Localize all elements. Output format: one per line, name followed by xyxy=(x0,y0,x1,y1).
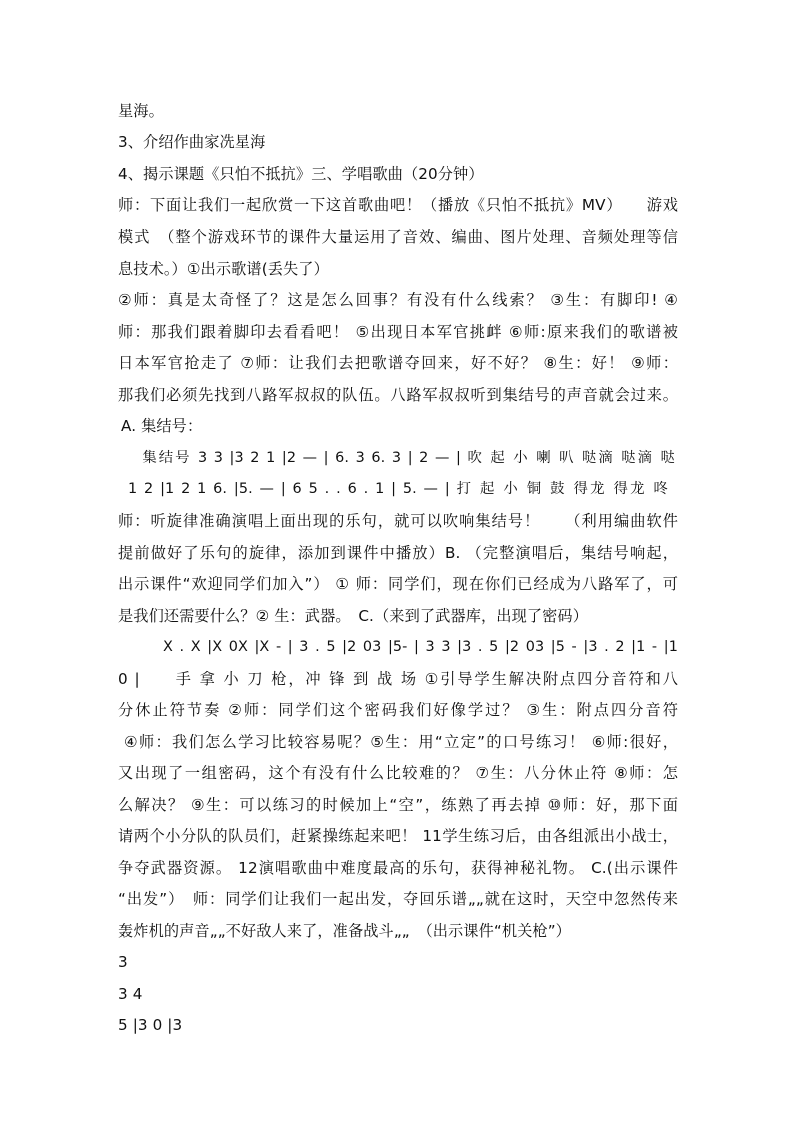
text-line-17: 分休止符节奏 ②师：同学们这个密码我们好像学过？ ③生：附点四分音符 xyxy=(118,701,678,719)
text-line-22: 争夺武器资源。 12演唱歌曲中难度最高的乐句，获得神秘礼物。 C.(出示课件 xyxy=(118,859,678,877)
text-line-19: 又出现了一组密码，这个有没有什么比较难的？ ⑦生：八分休止符 ⑧师：怎 xyxy=(118,764,678,782)
text-line-15: 是我们还需要什么？② 生：武器。 C.（来到了武器库，出现了密码） xyxy=(118,607,589,625)
text-line-20: 么解决？ ⑨生：可以练习的时候加上“空”，练熟了再去掉 ⑩师：好，那下面 xyxy=(118,796,678,814)
text-line-7: ②师：真是太奇怪了？这是怎么回事？有没有什么线索？ ③生：有脚印! ④ xyxy=(118,291,678,309)
text-line-18: ④师：我们怎么学习比较容易呢？⑤生：用“立定”的口号练习！ ⑥师:很好， xyxy=(124,733,678,751)
text-line-26: 3 4 xyxy=(118,985,143,1003)
text-line-24: 轰炸机的声音„„不好敌人来了，准备战斗„„ （出示课件“机关枪”） xyxy=(118,922,571,940)
text-line-10: 那我们必须先找到八路军叔叔的队伍。八路军叔叔听到集结号的声音就会过来。 xyxy=(118,386,678,404)
text-line-13: 提前做好了乐句的旋律，添加到课件中播放）B. （完整演唱后，集结号响起， xyxy=(118,544,678,562)
text-line-23: “出发”） 师：同学们让我们一起出发，夺回乐谱„„就在这时，天空中忽然传来 xyxy=(118,890,678,908)
text-line-9: 日本军官抢走了 ⑦师：让我们去把歌谱夺回来，好不好？ ⑧生：好！ ⑨师： xyxy=(118,354,678,372)
text-line-16: 0 | 手 拿 小 刀 枪，冲 锋 到 战 场 ①引导学生解决附点四分音符和八 xyxy=(118,670,678,688)
notation-line-2: 1 2 |1 2 1 6. |5. — | 6 5 . . 6 . 1 | 5. — | 打 起 小 铜 鼓 得龙 得龙 咚 xyxy=(128,481,669,497)
notation-line-3: X . X |X 0X |X - | 3 . 5 |2 03 |5- | 3 3 |3 . 5 |2 03 |5 - |3 . 2 |1 - |1 xyxy=(163,639,678,655)
text-line-14: 出示课件“欢迎同学们加入”） ① 师：同学们，现在你们已经成为八路军了，可 xyxy=(118,575,678,593)
text-line-1: 星海。 xyxy=(118,102,164,120)
text-line-3: 4、揭示课题《只怕不抵抗》三、学唱歌曲（20分钟） xyxy=(118,165,484,183)
text-line-6: 息技术。）①出示歌谱(丢失了） xyxy=(118,260,329,278)
text-line-8: 师：那我们跟着脚印去看看吧！ ⑤出现日本军官挑衅 ⑥师:原来我们的歌谱被 xyxy=(118,323,678,341)
text-line-11: A. 集结号： xyxy=(121,417,203,435)
text-line-27: 5 |3 0 |3 xyxy=(118,1016,183,1034)
notation-line-1: 集结号 3 3 |3 2 1 |2 — | 6. 3 6. 3 | 2 — | 吹 起 小 喇 叭 哒滴 哒滴 哒 xyxy=(126,450,675,466)
text-line-4: 师：下面让我们一起欣赏一下这首歌曲吧！（播放《只怕不抵抗》MV） 游戏 xyxy=(118,196,678,214)
text-line-25: 3 xyxy=(118,953,128,971)
text-line-2: 3、介绍作曲家冼星海 xyxy=(118,133,266,151)
text-line-12: 师：听旋律准确演唱上面出现的乐句，就可以吹响集结号！ （利用编曲软件 xyxy=(118,512,678,530)
text-line-5: 模式 （整个游戏环节的课件大量运用了音效、编曲、图片处理、音频处理等信 xyxy=(118,228,678,246)
text-line-21: 请两个小分队的队员们，赶紧操练起来吧！ 11学生练习后，由各组派出小战士， xyxy=(118,827,678,845)
